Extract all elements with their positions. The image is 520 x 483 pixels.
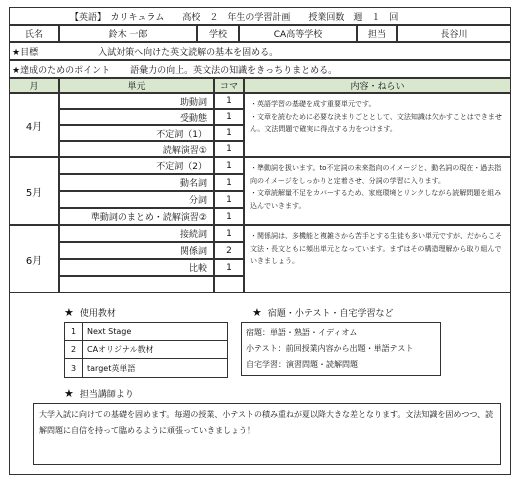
koma-cell: 1 bbox=[214, 208, 244, 225]
homework-line: 小テスト：前回授業内容から出題・単語テスト bbox=[246, 344, 414, 353]
materials-list bbox=[64, 322, 228, 378]
material-num: 3 bbox=[65, 359, 83, 377]
unit-cell: 受動態 bbox=[59, 109, 214, 125]
teacher-note-heading bbox=[64, 386, 134, 400]
homework-heading bbox=[252, 305, 394, 319]
koma-cell: 1 bbox=[214, 157, 244, 174]
content-may: ・準動詞を扱います。to不定詞の未来指向のイメージと、動名詞の現在・過去指向のイメージをしっかりと定着させ、分詞の学習に入ります。 ・文章読解量不足をカバーするため、家庭環境とリンクしながら読解問題を組み込んでいきます。 bbox=[244, 157, 511, 225]
content-april: ・英語学習の基礎を成す重要単元です。 ・文章を読むために必要な決まりごととして、文法知識は欠かすことはできません。文法問題で確実に得点する力をつけます。 bbox=[244, 93, 511, 157]
month-may: 5月 bbox=[9, 157, 59, 225]
material-num: 2 bbox=[65, 341, 83, 358]
unit-cell: 分詞 bbox=[59, 191, 214, 208]
goal-label: ★目標 bbox=[12, 47, 39, 58]
material-num: 1 bbox=[65, 323, 83, 340]
teacher-value: 長谷川 bbox=[397, 25, 511, 42]
koma-cell: 1 bbox=[214, 93, 244, 109]
school-value: CA高等学校 bbox=[239, 25, 357, 42]
teacher-label: 担当 bbox=[357, 25, 397, 42]
unit-cell: 不定詞（1） bbox=[59, 125, 214, 141]
point-label: ★達成のためのポイント bbox=[12, 65, 111, 76]
content-june: ・関係詞は、多機能と複雑さから苦手とする生徒も多い単元ですが、だからこそ文法・長文ともに頻出単元となっています。まずはその構造理解から取り組んでいきましょう。 bbox=[244, 225, 511, 293]
teacher-note-text: 大学入試に向けての基礎を固めます。毎週の授業、小テストの積み重ねが夏以降大きな差となります。文法知識を固めつつ、読解問題に自信を持って臨めるように頑張っていきましょう！ bbox=[39, 410, 494, 435]
koma-cell: 1 bbox=[214, 191, 244, 208]
unit-cell: 関係詞 bbox=[59, 242, 214, 259]
koma-cell: 1 bbox=[214, 125, 244, 141]
homework-box bbox=[241, 322, 441, 376]
material-name: CAオリジナル教材 bbox=[87, 345, 154, 354]
school-label: 学校 bbox=[197, 25, 239, 42]
koma-cell: 1 bbox=[214, 174, 244, 191]
material-name: target英単語 bbox=[87, 363, 136, 373]
header-title: 【英語】 カリキュラム 高校 ２ 年生の学習計画 授業回数 週 １ 回 bbox=[9, 7, 511, 25]
month-april: 4月 bbox=[9, 93, 59, 157]
teacher-note-box bbox=[33, 403, 501, 465]
list-item bbox=[65, 359, 227, 377]
homework-line: 自宅学習：演習問題・読解問題 bbox=[246, 360, 358, 369]
col-header-content: 内容・ねらい bbox=[244, 78, 511, 93]
unit-cell: 接続詞 bbox=[59, 225, 214, 242]
koma-cell bbox=[214, 276, 244, 293]
star-icon: ★ bbox=[252, 305, 262, 319]
unit-cell: 比較 bbox=[59, 259, 214, 276]
list-item bbox=[65, 341, 227, 359]
goal-text: 入試対策へ向けた英文読解の基本を固める。 bbox=[98, 47, 279, 58]
point-text: 語彙力の向上。英文法の知識をきっちりまとめる。 bbox=[130, 65, 338, 76]
list-item bbox=[65, 323, 227, 341]
materials-title: 使用教材 bbox=[79, 308, 116, 319]
koma-cell: 1 bbox=[214, 225, 244, 242]
month-june: 6月 bbox=[9, 225, 59, 293]
point-row bbox=[9, 60, 511, 78]
homework-line: 宿題：単語・熟語・イディオム bbox=[246, 328, 358, 337]
col-header-month: 月 bbox=[9, 78, 59, 93]
koma-cell: 1 bbox=[214, 109, 244, 125]
star-icon: ★ bbox=[64, 305, 74, 319]
teacher-note-title: 担当講師より bbox=[79, 389, 134, 400]
materials-heading bbox=[64, 305, 116, 319]
col-header-koma: コマ bbox=[214, 78, 244, 93]
koma-cell: 1 bbox=[214, 141, 244, 157]
unit-cell: 助動詞 bbox=[59, 93, 214, 109]
unit-cell: 読解演習① bbox=[59, 141, 214, 157]
unit-cell: 動名詞 bbox=[59, 174, 214, 191]
star-icon: ★ bbox=[64, 386, 74, 400]
name-label: 氏名 bbox=[9, 25, 59, 42]
material-name: Next Stage bbox=[87, 327, 132, 336]
koma-cell: 1 bbox=[214, 259, 244, 276]
koma-cell: 2 bbox=[214, 242, 244, 259]
unit-cell: 準動詞のまとめ・読解演習② bbox=[59, 208, 214, 225]
unit-cell: 不定詞（2） bbox=[59, 157, 214, 174]
col-header-unit: 単元 bbox=[59, 78, 214, 93]
homework-title: 宿題・小テスト・自宅学習など bbox=[267, 308, 394, 319]
unit-cell bbox=[59, 276, 214, 293]
goal-row bbox=[9, 42, 511, 60]
name-value: 鈴木 一郎 bbox=[59, 25, 197, 42]
